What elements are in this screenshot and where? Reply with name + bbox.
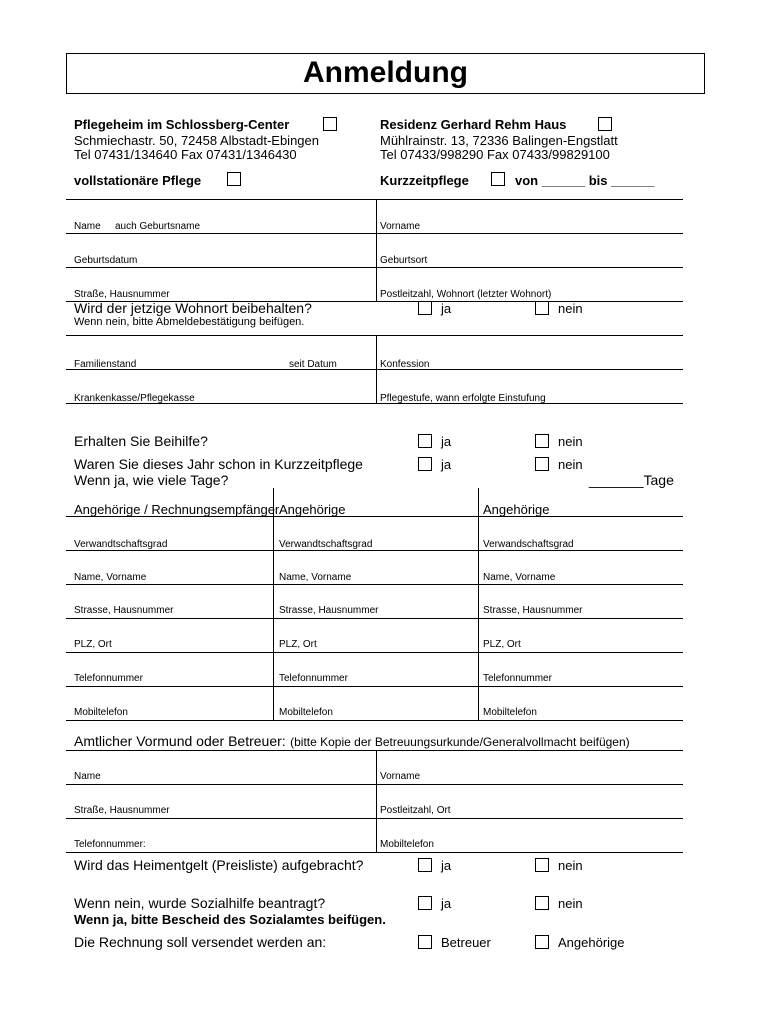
beihilfe-yes-label: ja — [441, 434, 452, 449]
divider — [66, 584, 683, 585]
beihilfe-no-checkbox[interactable] — [535, 434, 549, 448]
home-left-name: Pflegeheim im Schlossberg-Center — [74, 117, 290, 132]
care-level-label: Pflegestufe, wann erfolgte Einstufung — [380, 393, 546, 404]
divider — [66, 516, 683, 517]
relative-3-phone: Telefonnummer — [483, 673, 552, 684]
divider — [66, 233, 683, 234]
guardian-note: (bitte Kopie der Betreuungsurkunde/Generalvollmacht beifügen) — [290, 735, 630, 749]
relative-2-street: Strasse, Hausnummer — [279, 605, 379, 616]
invoice-question: Die Rechnung soll versendet werden an: — [74, 934, 327, 950]
guardian-heading-line — [74, 733, 630, 751]
relative-3-name: Name, Vorname — [483, 572, 556, 583]
firstname-label: Vorname — [380, 221, 421, 232]
welfare-yes-label: ja — [441, 896, 452, 911]
divider — [66, 652, 683, 653]
welfare-yes-checkbox[interactable] — [418, 896, 432, 910]
divider — [376, 818, 377, 852]
relative-2-relation: Verwandtschaftsgrad — [279, 539, 373, 550]
payment-yes-checkbox[interactable] — [418, 858, 432, 872]
divider — [66, 267, 683, 268]
divider — [66, 550, 683, 551]
relative-1-mobile: Mobiltelefon — [74, 707, 128, 718]
care-full-checkbox[interactable] — [227, 172, 241, 186]
home-right-address: Mühlrainstr. 13, 72336 Balingen-Engstlatt — [380, 133, 618, 148]
relative-1-relation: Verwandtschaftsgrad — [74, 539, 168, 550]
short-care-question: Waren Sie dieses Jahr schon in Kurzzeitpflege — [74, 456, 363, 472]
home-right-checkbox[interactable] — [598, 117, 612, 131]
relatives-header-1: Angehörige / Rechnungsempfänger — [74, 502, 280, 517]
beihilfe-question: Erhalten Sie Beihilfe? — [74, 433, 208, 449]
divider — [66, 199, 683, 200]
divider — [376, 199, 377, 233]
title-box — [66, 53, 705, 94]
keep-residence-no-label: nein — [558, 301, 583, 316]
divider — [66, 686, 683, 687]
short-care-yes-checkbox[interactable] — [418, 457, 432, 471]
relative-1-zip: PLZ, Ort — [74, 639, 112, 650]
page-title: Anmeldung — [303, 56, 468, 89]
relative-1-street: Strasse, Hausnummer — [74, 605, 174, 616]
guardian-name-label: Name — [74, 771, 101, 782]
keep-residence-note: Wenn nein, bitte Abmeldebestätigung beifügen. — [74, 316, 305, 328]
divider — [376, 335, 377, 369]
invoice-guardian-checkbox[interactable] — [418, 935, 432, 949]
welfare-no-checkbox[interactable] — [535, 896, 549, 910]
zip-label: Postleitzahl, Wohnort (letzter Wohnort) — [380, 289, 552, 300]
relative-1-phone: Telefonnummer — [74, 673, 143, 684]
relative-3-relation: Verwandschaftsgrad — [483, 539, 574, 550]
how-many-question: Wenn ja, wie viele Tage? — [74, 472, 229, 488]
divider — [66, 335, 683, 336]
welfare-note: Wenn ja, bitte Bescheid des Sozialamtes beifügen. — [74, 912, 386, 927]
payment-no-checkbox[interactable] — [535, 858, 549, 872]
street-label: Straße, Hausnummer — [74, 289, 170, 300]
guardian-mobile-label: Mobiltelefon — [380, 839, 434, 850]
guardian-phone-label: Telefonnummer: — [74, 839, 146, 850]
since-label: seit Datum — [289, 359, 337, 370]
care-short-checkbox[interactable] — [491, 172, 505, 186]
relative-2-mobile: Mobiltelefon — [279, 707, 333, 718]
invoice-relatives-checkbox[interactable] — [535, 935, 549, 949]
divider — [66, 784, 683, 785]
welfare-no-label: nein — [558, 896, 583, 911]
marital-label: Familienstand — [74, 359, 137, 370]
relative-2-zip: PLZ, Ort — [279, 639, 317, 650]
care-short-label: Kurzzeitpflege — [380, 173, 469, 188]
care-period: von ______ bis ______ — [515, 173, 655, 188]
divider — [376, 750, 377, 784]
short-care-yes-label: ja — [441, 457, 452, 472]
guardian-firstname-label: Vorname — [380, 771, 421, 782]
guardian-zip-label: Postleitzahl, Ort — [380, 805, 451, 816]
payment-question: Wird das Heimentgelt (Preisliste) aufgebracht? — [74, 857, 364, 873]
invoice-relatives-label: Angehörige — [558, 935, 625, 950]
birthplace-label: Geburtsort — [380, 255, 428, 266]
days-field[interactable]: _______Tage — [589, 472, 674, 488]
religion-label: Konfession — [380, 359, 430, 370]
divider — [66, 369, 683, 370]
birthdate-label: Geburtsdatum — [74, 255, 138, 266]
short-care-no-label: nein — [558, 457, 583, 472]
relative-3-street: Strasse, Hausnummer — [483, 605, 583, 616]
keep-residence-yes-checkbox[interactable] — [418, 301, 432, 315]
divider — [66, 852, 683, 853]
divider — [66, 720, 683, 721]
birthname-label: auch Geburtsname — [115, 221, 201, 232]
keep-residence-question: Wird der jetzige Wohnort beibehalten? — [74, 300, 312, 316]
relative-3-zip: PLZ, Ort — [483, 639, 521, 650]
home-right-name: Residenz Gerhard Rehm Haus — [380, 117, 567, 132]
divider — [376, 267, 377, 301]
home-left-phone: Tel 07431/134640 Fax 07431/1346430 — [74, 147, 297, 162]
keep-residence-yes-label: ja — [441, 301, 452, 316]
guardian-street-label: Straße, Hausnummer — [74, 805, 170, 816]
divider — [376, 784, 377, 818]
beihilfe-no-label: nein — [558, 434, 583, 449]
home-right-phone: Tel 07433/998290 Fax 07433/99829100 — [380, 147, 610, 162]
relatives-header-2: Angehörige — [279, 502, 346, 517]
home-left-address: Schmiechastr. 50, 72458 Albstadt-Ebingen — [74, 133, 319, 148]
keep-residence-no-checkbox[interactable] — [535, 301, 549, 315]
relative-3-mobile: Mobiltelefon — [483, 707, 537, 718]
welfare-question: Wenn nein, wurde Sozialhilfe beantragt? — [74, 895, 326, 911]
name-label: Name — [74, 221, 101, 232]
divider — [66, 618, 683, 619]
guardian-heading: Amtlicher Vormund oder Betreuer: — [74, 733, 286, 749]
care-full-label: vollstationäre Pflege — [74, 173, 202, 188]
divider — [66, 750, 683, 751]
divider — [376, 233, 377, 267]
relatives-header-3: Angehörige — [483, 502, 550, 517]
divider — [66, 818, 683, 819]
invoice-guardian-label: Betreuer — [441, 935, 491, 950]
short-care-no-checkbox[interactable] — [535, 457, 549, 471]
divider — [376, 369, 377, 403]
payment-no-label: nein — [558, 858, 583, 873]
beihilfe-yes-checkbox[interactable] — [418, 434, 432, 448]
relative-2-phone: Telefonnummer — [279, 673, 348, 684]
home-left-checkbox[interactable] — [323, 117, 337, 131]
relative-1-name: Name, Vorname — [74, 572, 147, 583]
insurance-label: Krankenkasse/Pflegekasse — [74, 393, 195, 404]
payment-yes-label: ja — [441, 858, 452, 873]
relative-2-name: Name, Vorname — [279, 572, 352, 583]
divider — [66, 403, 683, 404]
